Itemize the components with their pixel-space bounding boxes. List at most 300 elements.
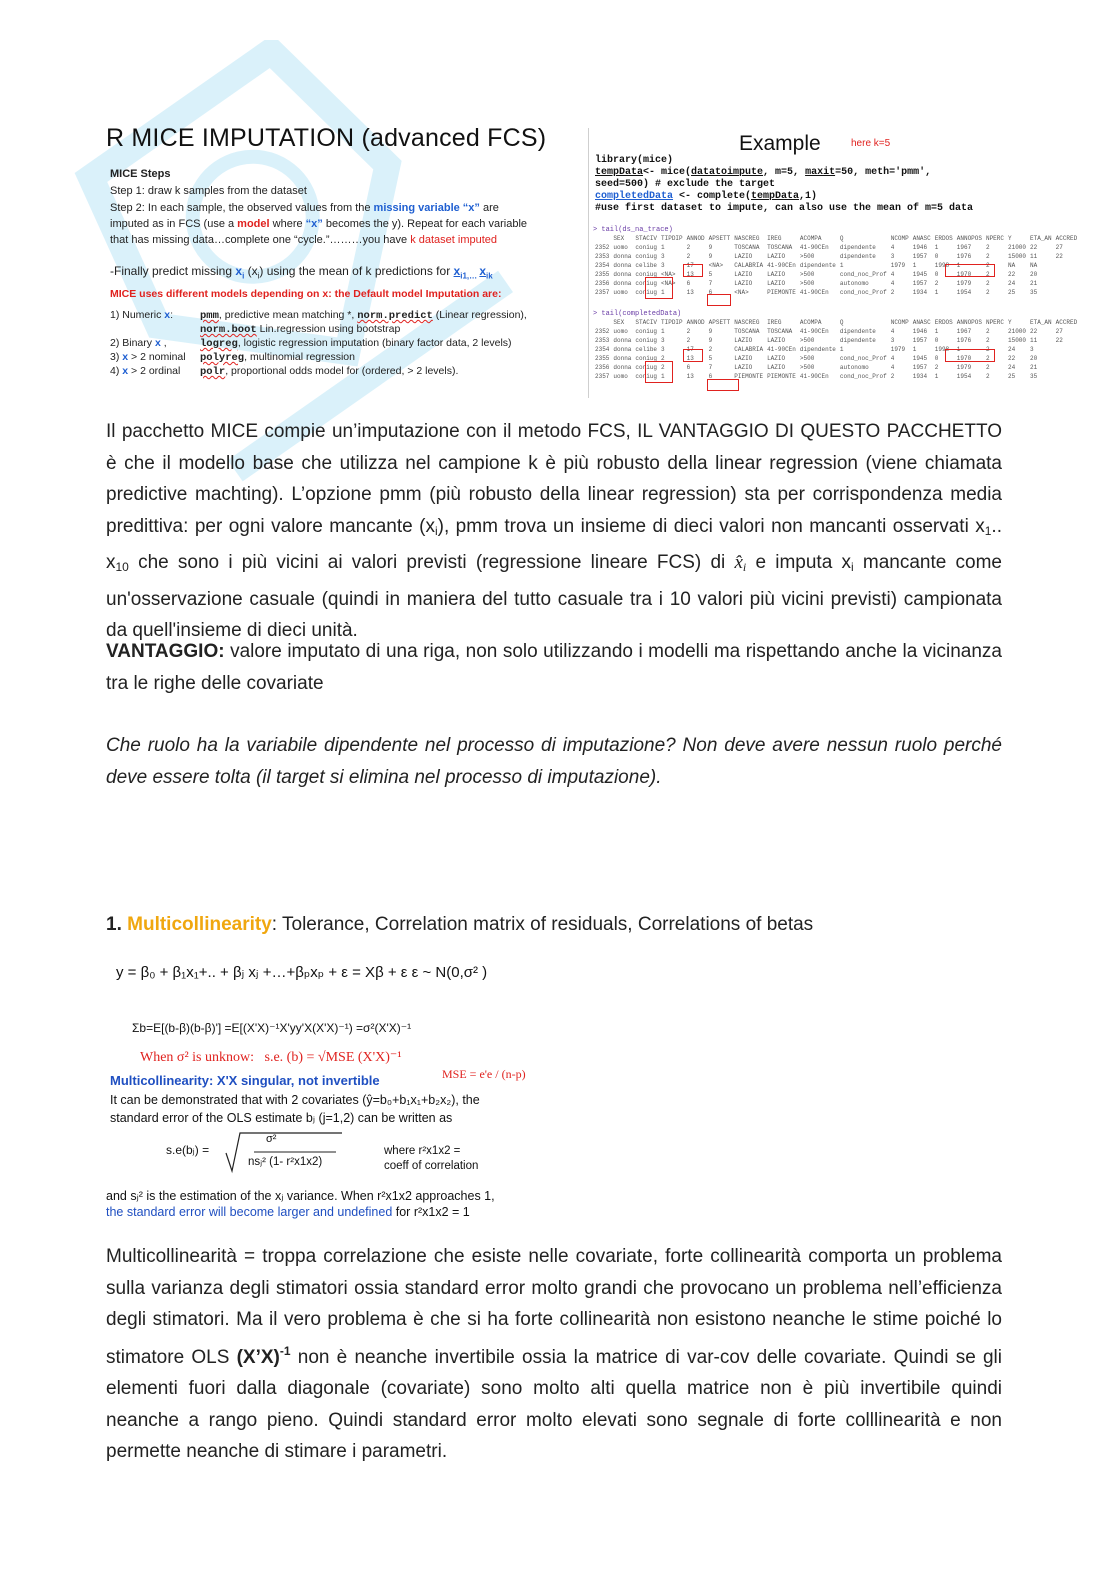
table-cell: 25 xyxy=(1008,373,1016,380)
table-header-cell: TIPDIP xyxy=(661,235,683,242)
table-cell: 0 xyxy=(934,355,939,362)
table-cell: 1 xyxy=(661,373,665,380)
table-header-cell: Q xyxy=(839,319,844,326)
table-cell: 22 xyxy=(1008,355,1016,362)
table-cell: coniug xyxy=(635,271,658,278)
model-3-label: 3) x > 2 nominal xyxy=(110,351,186,363)
table-cell: >500 xyxy=(799,355,815,362)
table-cell: cond_noc_Prof xyxy=(839,355,887,362)
table-header-cell: NASCREG xyxy=(734,235,760,242)
linear-model-formula: y = β₀ + β₁x₁+.. + βⱼ xⱼ +…+βₚxₚ + ε = Xβ + ε ε ~ N(0,σ² ) xyxy=(116,964,488,981)
highlight-box xyxy=(645,277,673,299)
table-header-cell: ANNOPOS xyxy=(956,319,982,326)
table-cell: 4 xyxy=(890,364,895,371)
table-cell: 2 xyxy=(985,346,990,353)
table-cell: coniug xyxy=(635,364,658,371)
table-header-row xyxy=(593,318,1079,327)
where-line-2: coeff of correlation xyxy=(384,1160,479,1172)
table-cell: 15000 xyxy=(1008,337,1027,344)
table-header-cell: NPERC xyxy=(985,235,1004,242)
table-cell: 41-90CEn xyxy=(799,244,829,251)
table-cell: 1 xyxy=(661,328,665,335)
table-cell: 1954 xyxy=(956,373,972,380)
table-cell: 22 xyxy=(1030,244,1038,251)
table-row xyxy=(593,243,1079,252)
table-cell: 2353 xyxy=(595,253,610,260)
table-header-cell: ACCRED xyxy=(1055,235,1078,242)
table-cell: PIEMONTE xyxy=(767,373,796,380)
table-header-cell: APSETT xyxy=(708,235,731,242)
table-cell: coniug xyxy=(635,373,658,380)
table-header-cell: TIPDIP xyxy=(661,319,683,326)
table-cell: 2352 xyxy=(595,328,610,335)
table-cell: 4 xyxy=(890,355,895,362)
table-cell: 1 xyxy=(934,328,939,335)
table-cell: 2 xyxy=(985,355,990,362)
table-cell: 25 xyxy=(1008,289,1016,296)
table-cell: 1979 xyxy=(890,346,906,353)
table-cell: coniug xyxy=(635,280,658,287)
table-cell: 2 xyxy=(985,373,990,380)
table-cell: 3 xyxy=(661,337,665,344)
table-cell: 22 xyxy=(1055,337,1063,344)
table-cell: 2357 xyxy=(595,289,610,296)
table-cell: TOSCANA xyxy=(767,244,793,251)
table-header-cell xyxy=(593,234,611,243)
table-cell: 7 xyxy=(708,280,713,287)
table-cell: 5 xyxy=(708,355,713,362)
table-1-label: > tail(ds_na_trace) xyxy=(593,226,673,234)
table-cell: 2 xyxy=(985,262,990,269)
table-cell: 1957 xyxy=(912,364,928,371)
table-header-cell: ETA_AN xyxy=(1030,319,1052,326)
table-header-cell: NCOMP xyxy=(890,235,909,242)
table-cell: autonomo xyxy=(839,280,869,287)
table-cell: LAZIO xyxy=(767,337,786,344)
table-cell: 1 xyxy=(956,262,961,269)
table-cell: >500 xyxy=(799,253,815,260)
table-cell: PIEMONTE xyxy=(734,373,764,380)
table-cell: 24 xyxy=(1008,346,1016,353)
table-cell: 13 xyxy=(686,271,694,278)
table-cell: donna xyxy=(613,355,632,362)
table-cell: 1979 xyxy=(956,364,972,371)
table-cell: 0 xyxy=(934,337,939,344)
table-cell: 2355 xyxy=(595,271,610,278)
table-cell: celibe xyxy=(635,262,658,269)
table-cell: 9 xyxy=(708,253,713,260)
table-cell: 1945 xyxy=(912,271,928,278)
table-cell: coniug xyxy=(635,289,658,296)
table-cell: dipendente xyxy=(839,253,876,260)
se-denominator: nsⱼ² (1- r²x1x2) xyxy=(248,1156,323,1168)
table-cell: 13 xyxy=(686,289,694,296)
model-3-line: polyreg, multinomial regression xyxy=(200,351,355,364)
and-line-1: and sⱼ² is the estimation of the xⱼ variance. When r²x1x2 approaches 1, xyxy=(106,1189,495,1203)
highlight-box xyxy=(707,294,731,306)
table-header-cell: Y xyxy=(1008,235,1012,242)
demo-line-1: It can be demonstrated that with 2 covariates (ŷ=b₀+b₁x₁+b₂x₂), the xyxy=(110,1093,480,1107)
table-cell: 41-90CEn xyxy=(767,262,796,269)
table-cell: 1934 xyxy=(912,373,928,380)
table-header-cell: SEX xyxy=(613,235,625,242)
table-cell: 2 xyxy=(708,346,713,353)
table-header-cell: ETA_AN xyxy=(1030,235,1052,242)
table-cell: 1976 xyxy=(956,337,972,344)
table-cell: 24 xyxy=(1008,280,1016,287)
multicollinearity-subtitle: Multicollinearity: X'X singular, not invertible xyxy=(110,1073,380,1088)
code-line-5: #use first dataset to impute, can also use the mean of m=5 data xyxy=(595,203,974,214)
table-cell: dipendente xyxy=(799,346,836,353)
table-cell: 22 xyxy=(1008,271,1016,278)
table-header-cell: NCOMP xyxy=(890,319,909,326)
table-cell: LAZIO xyxy=(734,337,753,344)
table-cell: LAZIO xyxy=(767,271,786,278)
table-cell: 27 xyxy=(1055,328,1063,335)
table-cell: <NA> xyxy=(661,280,676,287)
table-cell: LAZIO xyxy=(767,253,786,260)
table-cell: TOSCANA xyxy=(734,244,760,251)
table-cell: 1 xyxy=(912,262,917,269)
table-cell: <NA> xyxy=(708,262,724,269)
table-cell: 2 xyxy=(686,328,691,335)
table-cell: LAZIO xyxy=(767,364,786,371)
table-cell: autonomo xyxy=(839,364,869,371)
table-cell: 6 xyxy=(686,280,691,287)
table-cell: 6 xyxy=(708,373,713,380)
table-cell: 35 xyxy=(1030,373,1038,380)
table-cell: 1 xyxy=(661,244,665,251)
table-header-cell: Y xyxy=(1008,319,1012,326)
table-cell: 22 xyxy=(1055,253,1063,260)
step-2-line-3: that has missing data…complete one “cycle.”………you have k dataset imputed xyxy=(110,234,498,246)
table-cell: TOSCANA xyxy=(734,328,760,335)
paragraph-question: Che ruolo ha la variabile dipendente nel processo di imputazione? Non deve avere nessun ruolo perché deve essere tolta (il target si elimina nel processo di imputazione). xyxy=(106,735,1002,788)
step-2-line-2: imputed as in FCS (use a model where “x” becomes the y). Repeat for each variable xyxy=(110,218,528,230)
table-cell: NA xyxy=(1030,262,1038,269)
table-header-cell: ACCRED xyxy=(1055,319,1078,326)
table-cell: 4 xyxy=(890,280,895,287)
table-row xyxy=(593,261,1079,270)
table-header-cell: STACIV xyxy=(635,235,658,242)
table-cell: uomo xyxy=(613,289,628,296)
model-1-line-2: norm.boot Lin.regression using bootstrap xyxy=(200,323,401,336)
table-cell: 2 xyxy=(890,289,895,296)
table-header-cell: APSETT xyxy=(708,319,731,326)
table-header-cell: NPERC xyxy=(985,319,1004,326)
table-cell: 1967 xyxy=(956,244,972,251)
step-1: Step 1: draw k samples from the dataset xyxy=(110,185,307,197)
table-cell: 2 xyxy=(985,271,990,278)
table-cell: 15000 xyxy=(1008,253,1027,260)
mice-steps-slide xyxy=(106,124,590,394)
table-cell: 41-90CEn xyxy=(799,289,829,296)
table-2-label: > tail(completedData) xyxy=(593,310,682,318)
demo-line-2: standard error of the OLS estimate bⱼ (j=1,2) can be written as xyxy=(110,1111,453,1125)
table-cell: CALABRIA xyxy=(734,262,764,269)
section-title-multicollinearity: 1. Multicollinearity: Tolerance, Correlation matrix of residuals, Correlations of betas xyxy=(106,914,814,935)
table-cell: donna xyxy=(613,364,632,371)
table-cell: 17 xyxy=(686,346,694,353)
table-cell: 3 xyxy=(661,253,665,260)
table-cell: <NA> xyxy=(734,289,749,296)
table-cell: 1998 xyxy=(934,262,950,269)
table-cell: 2353 xyxy=(595,337,610,344)
table-cell: 3 xyxy=(890,337,895,344)
table-cell: 11 xyxy=(1030,253,1038,260)
table-cell: 2356 xyxy=(595,280,610,287)
table-cell: 1946 xyxy=(912,244,928,251)
table-header-row xyxy=(593,234,1079,243)
se-numerator: σ² xyxy=(266,1133,277,1145)
table-cell: PIEMONTE xyxy=(767,289,796,296)
table-cell: 3 xyxy=(890,253,895,260)
table-cell: 2 xyxy=(985,328,990,335)
table-row xyxy=(593,336,1079,345)
table-cell: 4 xyxy=(890,244,895,251)
table-cell: donna xyxy=(613,271,632,278)
example-title: Example xyxy=(739,132,821,155)
paragraph-mice: Il pacchetto MICE compie un’imputazione con il metodo FCS, IL VANTAGGIO DI QUESTO PACCHETTO è che il modello base che utilizza nel campione k è più robusto della linear regression (viene chiamata predictive machting). L’opzione pmm (più robusto della linear regression) sta per corrispondenza media predittiva: per ogni valore mancante $(x_i)$, pmm trova un insieme di dieci valori non mancanti osservati $x_1$.. $x_{10}$ che sono i più vicini ai valori previsti (regressione lineare FCS) di $x̂_i$ e imputa $x_i$ mancante come un'osservazione casuale (quindi in maniera del tutto casuale tra i 10 valori più vicini previsti) campionata da quell'insieme di dieci unità. xyxy=(106,421,1002,641)
table-cell: >500 xyxy=(799,271,815,278)
table-cell: TOSCANA xyxy=(767,328,793,335)
table-cell: 1976 xyxy=(956,253,972,260)
table-header-cell: ANASC xyxy=(912,319,931,326)
table-cell: 9 xyxy=(708,244,713,251)
paragraph-multicollinearita: Multicollinearità = troppa correlazione che esiste nelle covariate, forte collinearità comporta un problema sulla varianza degli stimatori ossia standard error molto grandi che provocano un problema nell’efficienza degli stimatori. Ma il vero problema è che si ha forte collinearità non esistono neanche le stime poiché lo stimatore OLS (X’X)$^{-1}$ non è neanche invertibile ossia la matrice di var-cov delle covariate. Quindi se gli elementi fuori dalla diagonale (covariate) sono molto alti quella matrice non è più invertibile quindi neanche a rango pieno. Quindi standard error molto elevati sono segnale di forte colllinearità e non permette neanche di stimare i parametri. xyxy=(106,1246,1002,1462)
highlight-box xyxy=(945,349,995,362)
highlight-box xyxy=(683,264,703,277)
and-line-2: the standard error will become larger and undefined for r²x1x2 = 1 xyxy=(106,1205,470,1219)
table-cell: 1 xyxy=(661,289,665,296)
table-cell: 1998 xyxy=(934,346,950,353)
table-cell: dipendente xyxy=(799,262,836,269)
table-cell: 1946 xyxy=(912,328,928,335)
table-header-cell: IREG xyxy=(767,235,782,242)
table-header-cell: ACOMPA xyxy=(799,319,822,326)
table-header-cell: ANNOPOS xyxy=(956,235,982,242)
table-header-cell: NASCREG xyxy=(734,319,760,326)
table-cell: 0 xyxy=(934,253,939,260)
table-cell: 20 xyxy=(1030,271,1038,278)
table-cell: 2 xyxy=(934,280,939,287)
table-row xyxy=(593,345,1079,354)
table-cell: dipendente xyxy=(839,328,876,335)
table-cell: 1970 xyxy=(956,355,972,362)
table-cell: <NA> xyxy=(661,271,676,278)
model-2-line: logreg, logistic regression imputation (binary factor data, 2 levels) xyxy=(200,337,512,350)
table-cell: 1957 xyxy=(912,337,928,344)
table-header-cell: Q xyxy=(839,235,844,242)
table-header-cell: STACIV xyxy=(635,319,658,326)
table-cell: 9 xyxy=(708,328,713,335)
table-cell: 2 xyxy=(686,253,691,260)
table-cell: 1 xyxy=(934,373,939,380)
table-cell: 2354 xyxy=(595,262,610,269)
table-cell: uomo xyxy=(613,244,628,251)
sqrt-sign-icon xyxy=(224,1131,344,1175)
table-cell: 20 xyxy=(1030,355,1038,362)
table-cell: uomo xyxy=(613,373,628,380)
table-cell: LAZIO xyxy=(734,364,753,371)
model-1-line-1: pmm, predictive mean matching *, norm.predict (Linear regression), xyxy=(200,309,527,322)
table-cell: cond_noc_Prof xyxy=(839,271,887,278)
table-cell: 41-90CEn xyxy=(799,373,829,380)
code-line-3: seed=500) # exclude the target xyxy=(595,179,776,190)
table-cell: 1979 xyxy=(890,262,906,269)
highlight-box xyxy=(683,349,703,362)
code-line-4: completedData <- complete(tempData,1) xyxy=(595,191,818,202)
table-cell: 41-90CEn xyxy=(799,328,829,335)
table-cell: 2355 xyxy=(595,355,610,362)
table-header-cell: ERDOS xyxy=(934,235,953,242)
table-cell: donna xyxy=(613,346,632,353)
table-cell: 2 xyxy=(985,244,990,251)
table-cell: LAZIO xyxy=(734,271,753,278)
table-cell: 6 xyxy=(708,289,713,296)
table-cell: 5 xyxy=(708,271,713,278)
table-cell: 3 xyxy=(661,262,665,269)
table-cell: 1 xyxy=(956,346,961,353)
table-cell: 2352 xyxy=(595,244,610,251)
table-cell: coniug xyxy=(635,244,658,251)
table-cell: donna xyxy=(613,337,632,344)
table-cell: coniug xyxy=(635,328,658,335)
table-cell: NA xyxy=(1008,262,1016,269)
table-cell: 2 xyxy=(661,364,665,371)
table-cell: 2 xyxy=(686,337,691,344)
table-cell: 1934 xyxy=(912,289,928,296)
table-cell: 21000 xyxy=(1008,244,1027,251)
covariance-formula: Σb=E[(b-β)(b-β)'] =E[(X'X)⁻¹X'yy'X(X'X)⁻¹) =σ²(X'X)⁻¹ xyxy=(132,1021,412,1035)
table-cell: 11 xyxy=(1030,337,1038,344)
table-cell: 1945 xyxy=(912,355,928,362)
table-cell: 21000 xyxy=(1008,328,1027,335)
table-cell: 27 xyxy=(1055,244,1063,251)
table-cell: uomo xyxy=(613,328,628,335)
code-line-1: library(mice) xyxy=(595,155,674,166)
table-cell: 2 xyxy=(661,355,665,362)
se-label: s.e(bⱼ) = xyxy=(166,1143,210,1157)
table-cell: >500 xyxy=(799,337,815,344)
multicollinearity-formula-figure xyxy=(106,955,566,1225)
table-cell: dipendente xyxy=(839,244,876,251)
table-cell: 1957 xyxy=(912,253,928,260)
table-cell: 7 xyxy=(708,364,713,371)
table-cell: LAZIO xyxy=(767,280,786,287)
highlight-box xyxy=(707,379,739,391)
table-row xyxy=(593,252,1079,261)
table-cell: 41-90CEn xyxy=(767,346,796,353)
steps-heading: MICE Steps xyxy=(110,168,171,180)
table-cell: 22 xyxy=(1030,328,1038,335)
model-1-label: 1) Numeric x: xyxy=(110,309,174,321)
table-cell: 1 xyxy=(912,346,917,353)
table-cell: 2 xyxy=(985,289,990,296)
table-cell: 1954 xyxy=(956,289,972,296)
table-cell: dipendente xyxy=(839,337,876,344)
unknown-sigma-formula: When σ² is unknow: s.e. (b) = √MSE (X'X)⁻¹ xyxy=(140,1050,402,1065)
table-cell: CALABRIA xyxy=(734,346,764,353)
table-cell: 2 xyxy=(985,280,990,287)
table-cell: 2 xyxy=(890,373,895,380)
table-cell: 4 xyxy=(890,328,895,335)
table-cell: coniug xyxy=(635,337,658,344)
table-row xyxy=(593,327,1079,336)
slide-title: R MICE IMPUTATION (advanced FCS) xyxy=(106,124,547,152)
highlight-box xyxy=(645,361,673,383)
example-slide xyxy=(588,128,1078,398)
table-cell: 13 xyxy=(686,373,694,380)
table-cell: 21 xyxy=(1030,280,1038,287)
table-header-cell: ANASC xyxy=(912,235,931,242)
table-cell: 2357 xyxy=(595,373,610,380)
table-cell: 13 xyxy=(686,355,694,362)
table-cell: donna xyxy=(613,280,632,287)
table-cell: >500 xyxy=(799,364,815,371)
table-cell: 1 xyxy=(839,346,844,353)
table-header-cell: ACOMPA xyxy=(799,235,822,242)
model-2-label: 2) Binary x , xyxy=(110,337,167,349)
table-cell: donna xyxy=(613,253,632,260)
table-cell: cond_noc_Prof xyxy=(839,373,887,380)
table-header-cell: SEX xyxy=(613,319,625,326)
table-cell: coniug xyxy=(635,253,658,260)
where-line-1: where r²x1x2 = xyxy=(384,1145,461,1157)
step-2-line-1: Step 2: In each sample, the observed values from the missing variable “x” are xyxy=(110,202,499,214)
table-cell: 1979 xyxy=(956,280,972,287)
table-cell: LAZIO xyxy=(734,355,753,362)
table-cell: 0 xyxy=(934,271,939,278)
table-cell: >500 xyxy=(799,280,815,287)
paragraph-vantaggio: VANTAGGIO: valore imputato di una riga, non solo utilizzando i modelli ma rispettando anche la vicinanza tra le righe delle covariate xyxy=(106,641,1002,694)
table-cell: 1957 xyxy=(912,280,928,287)
table-cell: LAZIO xyxy=(767,355,786,362)
predict-line: -Finally predict missing $x_i$ $(x_i)$ using the mean of k predictions for $x_{i1,\dots}$ $x_{ik}$ xyxy=(110,264,493,281)
table-cell: LAZIO xyxy=(734,253,753,260)
table-header-cell: ANNOD xyxy=(686,319,705,326)
table-cell: 1970 xyxy=(956,271,972,278)
table-cell: 2 xyxy=(985,337,990,344)
table-header-cell xyxy=(593,318,611,327)
table-cell: 9 xyxy=(708,337,713,344)
model-4-line: polr, proportional odds model for (ordered, > 2 levels). xyxy=(200,365,459,378)
table-cell: 35 xyxy=(1030,289,1038,296)
mse-formula: MSE = e'e / (n-p) xyxy=(442,1067,526,1081)
table-cell: 24 xyxy=(1008,364,1016,371)
table-cell: 2 xyxy=(686,244,691,251)
table-cell: coniug xyxy=(635,355,658,362)
table-cell: LAZIO xyxy=(734,280,753,287)
table-cell: 2 xyxy=(985,364,990,371)
table-cell: 2354 xyxy=(595,346,610,353)
model-4-label: 4) x > 2 ordinal xyxy=(110,365,181,377)
table-cell: 3 xyxy=(661,346,665,353)
table-cell: 1 xyxy=(934,289,939,296)
table-cell: 2 xyxy=(985,253,990,260)
table-cell: 21 xyxy=(1030,364,1038,371)
table-cell: 6 xyxy=(686,364,691,371)
table-cell: 1 xyxy=(934,244,939,251)
table-cell: 2 xyxy=(934,364,939,371)
table-cell: 1967 xyxy=(956,328,972,335)
highlight-box xyxy=(945,264,995,277)
table-header-cell: IREG xyxy=(767,319,782,326)
table-cell: 3 xyxy=(1030,346,1034,353)
example-note: here k=5 xyxy=(851,138,891,149)
code-line-2: tempData<- mice(datatoimpute, m=5, maxit=50, meth='pmm', xyxy=(595,167,932,178)
table-header-cell: ANNOD xyxy=(686,235,705,242)
